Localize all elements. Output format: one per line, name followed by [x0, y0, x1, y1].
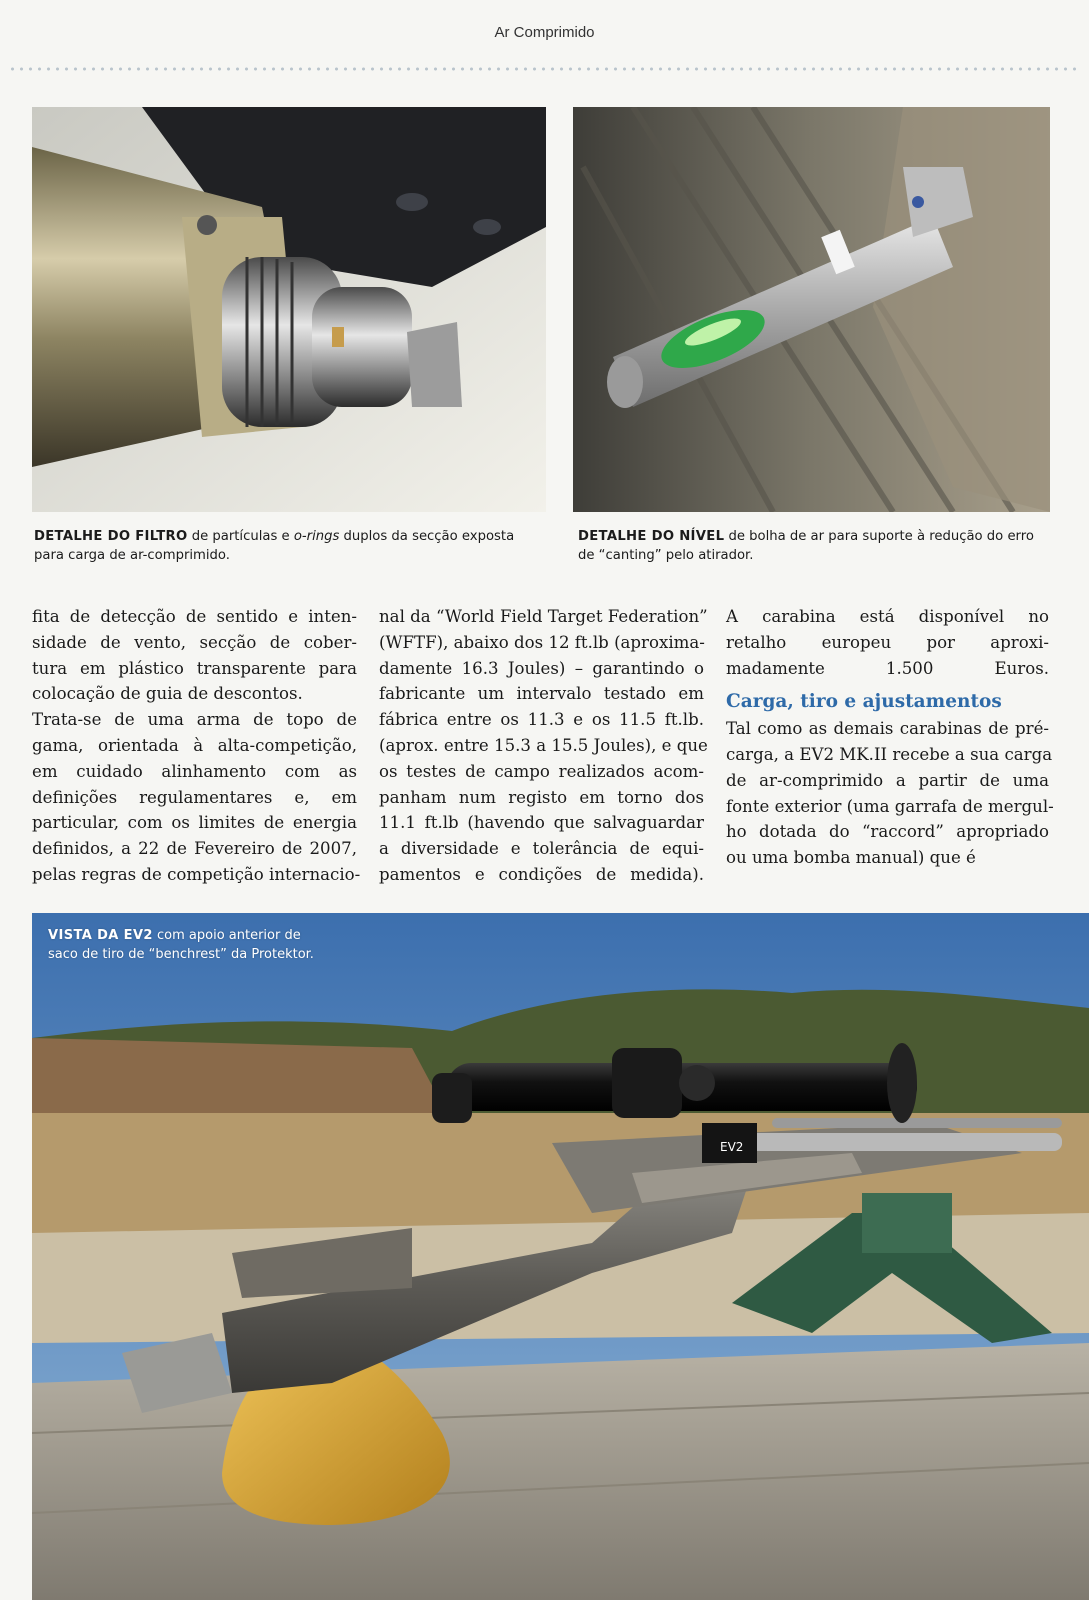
text-line: carga, a EV2 MK.II recebe a sua carga — [726, 744, 1053, 764]
caption-text: de bolha de ar para suporte à redução do erro de “canting” pelo atirador. — [578, 529, 1034, 563]
text-line: Tal como as demais carabinas de pré- — [726, 719, 1049, 739]
rifle-bench-photo — [32, 913, 1089, 1600]
text-line: definições regulamentares e, em — [32, 787, 357, 807]
text-line: ou uma bomba manual) que é — [726, 848, 976, 868]
caption-lead: DETALHE DO NÍVEL — [578, 529, 725, 544]
text-line: tura em plástico transparente para — [32, 658, 357, 678]
text-line: (aprox. entre 15.3 a 15.5 Joules), e que — [379, 735, 708, 755]
dotted-divider — [8, 67, 1078, 71]
text-line: pamentos e condições de medida). — [379, 864, 704, 884]
caption-text: de partículas e — [187, 529, 294, 544]
text-line: fita de detecção de sentido e inten- — [32, 607, 357, 626]
caption-italic: o-rings — [293, 529, 340, 544]
text-line: panham num registo em torno dos — [379, 787, 704, 807]
text-column-2 — [379, 604, 708, 888]
text-line: 11.1 ft.lb (havendo que salvaguardar — [379, 813, 704, 833]
filter-detail-photo — [32, 107, 546, 512]
text-column-3 — [726, 604, 1054, 871]
caption-text: duplos da secção exposta para carga de ar-comprimido. — [34, 529, 515, 563]
text-line: (WFTF), abaixo dos 12 ft.lb (aproxima- — [379, 632, 705, 652]
level-detail-photo — [573, 107, 1050, 512]
text-column-1 — [32, 604, 361, 888]
ev2-receiver-label: EV2 — [720, 1140, 744, 1154]
filter-photo-caption — [34, 527, 544, 565]
text-line: Trata-se de uma arma de topo de — [32, 710, 357, 730]
caption-lead: DETALHE DO FILTRO — [34, 529, 188, 544]
text-line: os testes de campo realizados acom- — [379, 761, 704, 781]
text-line: ho dotada do “raccord” apropriado — [726, 822, 1049, 842]
text-line: sidade de vento, secção de cober- — [32, 632, 357, 652]
level-photo-caption — [578, 527, 1050, 565]
text-line: pelas regras de competição internacio- — [32, 864, 361, 884]
caption-lead: VISTA DA EV2 — [48, 928, 153, 943]
text-line: madamente 1.500 Euros. — [726, 658, 1049, 678]
section-title: Ar Comprimido — [494, 24, 595, 41]
text-line: em cuidado alinhamento com as — [32, 761, 357, 781]
text-line: definidos, a 22 de Fevereiro de 2007, — [32, 839, 357, 859]
text-line: particular, com os limites de energia — [32, 813, 357, 833]
text-line: damente 16.3 Joules) – garantindo o — [379, 658, 704, 678]
text-line: gama, orientada à alta-competição, — [32, 735, 357, 755]
text-line: fonte exterior (uma garrafa de mergul- — [726, 796, 1054, 816]
text-line: nal da “World Field Target Federation” — [379, 607, 708, 626]
text-line: A carabina está disponível no — [726, 607, 1049, 626]
text-line: colocação de guia de descontos. — [32, 684, 303, 704]
text-line: fábrica entre os 11.3 e os 11.5 ft.lb. — [379, 710, 704, 730]
text-line: retalho europeu por aproxi- — [726, 632, 1049, 652]
text-line: a diversidade e tolerância de equi- — [379, 839, 704, 859]
text-line: de ar-comprimido a partir de uma — [726, 770, 1049, 790]
section-heading: Carga, tiro e ajustamentos — [726, 691, 1002, 713]
text-line: fabricante um intervalo testado em — [379, 684, 704, 704]
caption-text: com apoio anterior de saco de tiro de “benchrest” da Protektor. — [48, 928, 314, 962]
rifle-photo-caption — [48, 926, 328, 964]
